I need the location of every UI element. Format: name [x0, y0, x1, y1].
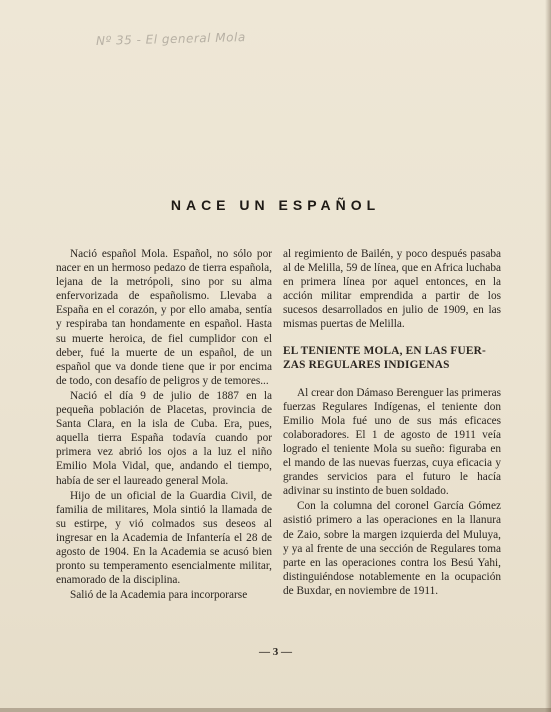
left-column [56, 247, 272, 603]
paragraph: Hijo de un oficial de la Guardia Civil, de familia de militares, Mola sintió la llamada de su estirpe, y vió colmados sus deseos al ingresar en la Academia de Infantería el 28 de agosto de 1904. En la Academia se acusó bien pronto su temperamento esencialmente militar, enamorado de la disciplina. [56, 489, 272, 587]
section-heading-line: EL TENIENTE MOLA, EN LAS FUER- [283, 344, 486, 357]
page-edge-shadow [545, 0, 551, 712]
section-heading [283, 344, 501, 372]
paragraph: Nació español Mola. Español, no sólo por nacer en un hermoso pedazo de tierra española, lejana de la metrópoli, sino por su alma enfervorizada de españolismo. Llevaba a España en el corazón, y por ello amaba, sentía y respiraba tan hondamente en español. Hasta su muerte heroica, de fiel cumplidor con el deber, fué la muerte de un español, de un español que va donde tiene que ir por encima de todo, con desafío de peligros y de temores... [56, 248, 272, 387]
page-edge-bottom [0, 708, 551, 712]
handwritten-note: Nº 35 - El general Mola [95, 30, 246, 48]
section-heading-line: ZAS REGULARES INDIGENAS [283, 358, 450, 371]
page-title: NACE UN ESPAÑOL [170, 197, 381, 213]
paragraph: Con la columna del coronel García Gómez asistió primero a las operaciones en la llanura de Zaio, sobre la margen izquierda del Muluya, y ya al frente de una sección de Regulares toma parte en las operaciones contra los Besú Yahi, distinguiéndose notablemente en la ocupación de Buxdar, en noviembre de 1911. [283, 500, 501, 597]
paragraph: Nació el día 9 de julio de 1887 en la pequeña población de Placetas, provincia de Santa Clara, en la isla de Cuba. Era, pues, aquella tierra España todavía cuando por primera vez abrió los ojos a la luz el niño Emilio Mola Vidal, que, andando el tiempo, había de ser el laureado general Mola. [56, 389, 272, 487]
page-number: — 3 — [259, 646, 292, 658]
paragraph-continuation: al regimiento de Bailén, y poco después pasaba al de Melilla, 59 de línea, que en Africa luchaba en primera línea por aquel entonces, en la acción militar emprendida a partir de los sucesos desarrollados en julio de 1909, en las mismas puertas de Melilla. [283, 248, 501, 331]
paragraph: Salió de la Academia para incorporarse [70, 589, 248, 602]
paragraph: Al crear don Dámaso Berenguer las primeras fuerzas Regulares Indígenas, el teniente don Emilio Mola fué uno de sus más eficaces colaboradores. El 1 de agosto de 1911 veía logrado el teniente Mola su sueño: figuraba en el mando de las nuevas fuerzas, cuya eficacia y grandes servicios para el futuro le hacía adivinar su instinto de buen soldado. [283, 386, 501, 498]
right-column [283, 247, 501, 599]
